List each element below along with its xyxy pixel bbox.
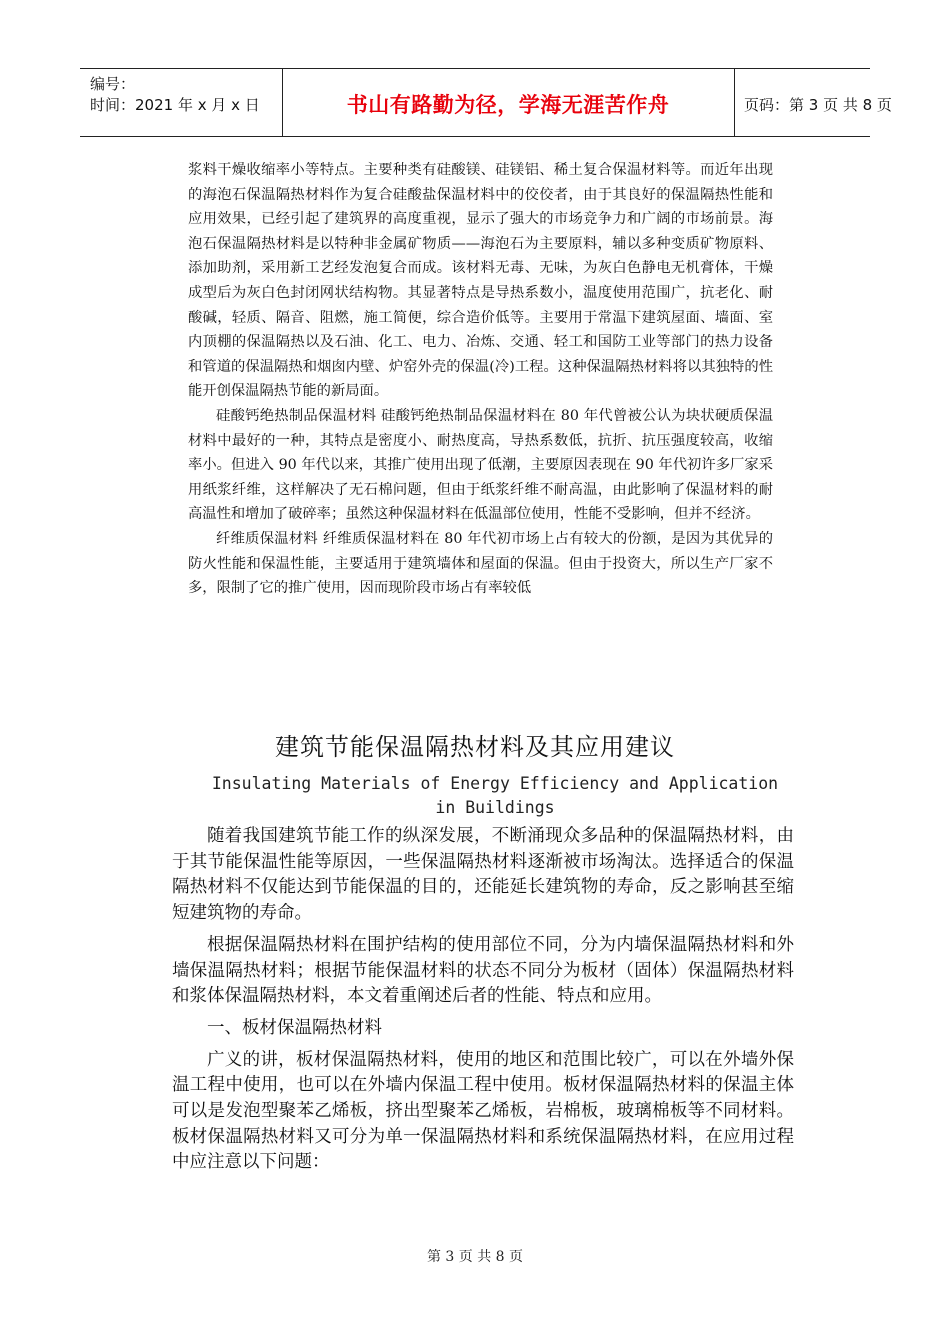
paragraph: 广义的讲，板材保温隔热材料，使用的地区和范围比较广，可以在外墙外保温工程中使用，也可以在外墙内保温工程中使用。板材保温隔热材料的保温主体可以是发泡型聚苯乙烯板，挤出型聚苯乙烯板，岩棉板，玻璃棉板等不同材料。板材保温隔热材料又可分为单一保温隔热材料和系统保温隔热材料，在应用过程中应注意以下问题： xyxy=(172,1049,794,1173)
continued-section xyxy=(188,158,773,601)
paragraph: 根据保温隔热材料在围护结构的使用部位不同，分为内墙保温隔热材料和外墙保温隔热材料；根据节能保温材料的状态不同分为板材（固体）保温隔热材料和浆体保温隔热材料，本文着重阐述后者的性能、特点和应用。 xyxy=(172,934,794,1007)
header-motto-cell xyxy=(282,69,735,136)
article-body xyxy=(172,824,794,1182)
document-date: 时间：2021 年 x 月 x 日 xyxy=(90,96,260,114)
header-page-number: 页码：第 3 页 共 8 页 xyxy=(744,96,892,114)
paragraph: 纤维质保温材料 纤维质保温材料在 80 年代初市场上占有较大的份额，是因为其优异的防火性能和保温性能，主要适用于建筑墙体和屋面的保温。但由于投资大，所以生产厂家不多，限制了它的推广使用，因而现阶段市场占有率较低 xyxy=(188,530,773,597)
header-page-cell xyxy=(734,69,892,136)
document-number-label: 编号： xyxy=(90,75,136,93)
section-heading: 一、板材保温隔热材料 xyxy=(207,1017,382,1038)
page-footer: 第 3 页 共 8 页 xyxy=(426,1249,524,1265)
article-subtitle: Insulating Materials of Energy Efficiency and Application in Buildings xyxy=(211,774,779,817)
page-header xyxy=(80,68,892,137)
article-title: 建筑节能保温隔热材料及其应用建议 xyxy=(275,733,675,761)
paragraph: 随着我国建筑节能工作的纵深发展，不断涌现众多品种的保温隔热材料，由于其节能保温性能等原因，一些保温隔热材料逐渐被市场淘汰。选择适合的保温隔热材料不仅能达到节能保温的目的，还能延长建筑物的寿命，反之影响甚至缩短建筑物的寿命。 xyxy=(172,826,794,924)
header-meta xyxy=(80,69,283,136)
paragraph: 浆料干燥收缩率小等特点。主要种类有硅酸镁、硅镁铝、稀土复合保温材料等。而近年出现的海泡石保温隔热材料作为复合硅酸盐保温材料中的佼佼者，由于其良好的保温隔热性能和应用效果，已经引起了建筑界的高度重视，显示了强大的市场竞争力和广阔的市场前景。海泡石保温隔热材料是以特种非金属矿物质——海泡石为主要原料，辅以多种变质矿物原料、添加助剂，采用新工艺经发泡复合而成。该材料无毒、无味，为灰白色静电无机膏体，干燥成型后为灰白色封闭网状结构物。其显著特点是导热系数小，温度使用范围广，抗老化、耐酸碱，轻质、隔音、阻燃，施工简便，综合造价低等。主要用于常温下建筑屋面、墙面、室内顶棚的保温隔热以及石油、化工、电力、冶炼、交通、轻工和国防工业等部门的热力设备和管道的保温隔热和烟囱内壁、炉窑外壳的保温(冷)工程。这种保温隔热材料将以其独特的性能开创保温隔热节能的新局面。 xyxy=(188,162,773,400)
paragraph: 硅酸钙绝热制品保温材料 硅酸钙绝热制品保温材料在 80 年代曾被公认为块状硬质保温材料中最好的一种，其特点是密度小、耐热度高，导热系数低，抗折、抗压强度较高，收缩率小。但进入 90 年代以来，其推广使用出现了低潮，主要原因表现在 90 年代初许多厂家采用纸浆纤维，这样解决了无石棉问题，但由于纸浆纤维不耐高温，由此影响了保温材料的耐高温性和增加了破碎率；虽然这种保温材料在低温部位使用，性能不受影响，但并不经济。 xyxy=(188,407,773,523)
header-motto: 书山有路勤为径，学海无涯苦作舟 xyxy=(346,93,670,117)
